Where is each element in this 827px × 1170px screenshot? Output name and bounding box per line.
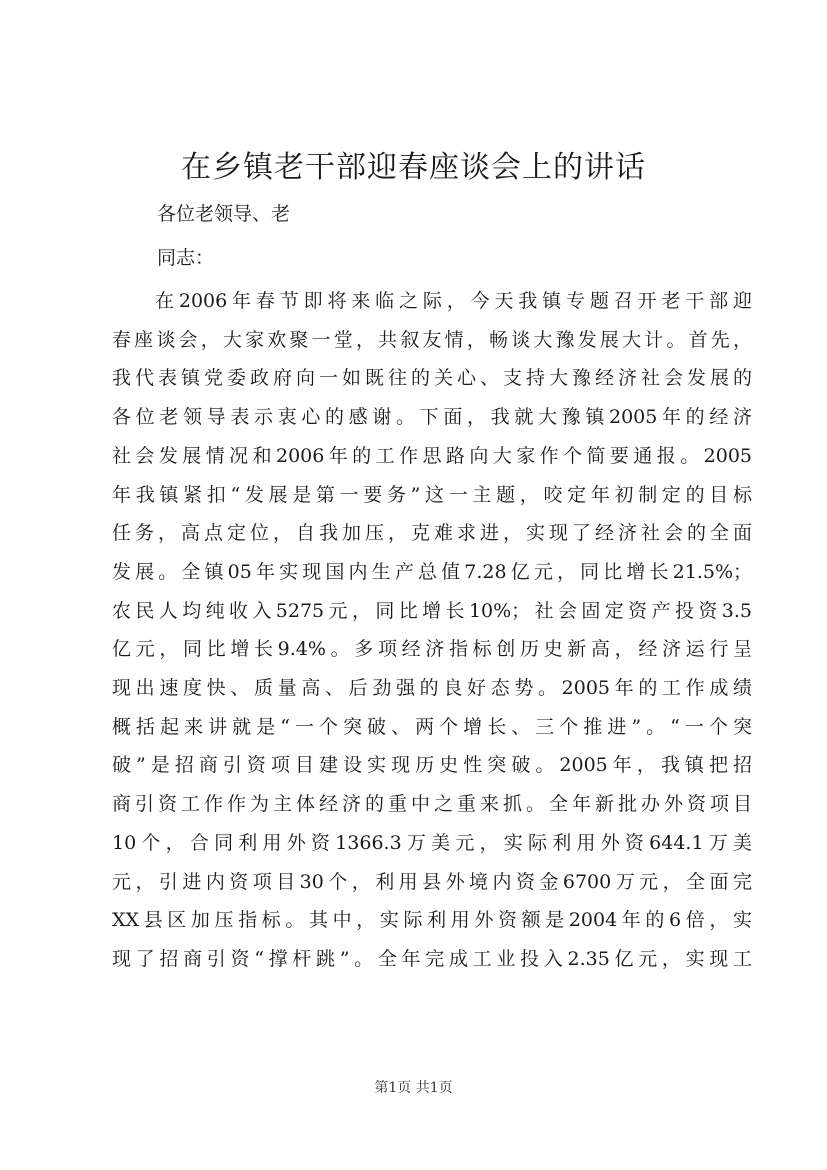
body-line: 现了招商引资“撑杆跳”。全年完成工业投入2.35亿元，实现工 — [112, 947, 752, 970]
body-line: 现出速度快、质量高、后劲强的良好态势。2005年的工作成绩 — [112, 677, 752, 700]
body-line: 年我镇紧扣“发展是第一要务”这一主题，咬定年初制定的目标 — [112, 483, 752, 506]
body-line: 破”是招商引资项目建设实现历史性突破。2005年，我镇把招 — [112, 754, 752, 777]
body-line: 元，引进内资项目30个，利用县外境内资金6700万元，全面完 — [112, 870, 752, 893]
body-line: 任务，高点定位，自我加压，克难求进，实现了经济社会的全面 — [112, 522, 752, 545]
body-line: 社会发展情况和2006年的工作思路向大家作个简要通报。2005 — [112, 444, 752, 467]
body-line: 亿元，同比增长9.4%。多项经济指标创历史新高，经济运行呈 — [112, 638, 752, 661]
body-line: 各位老领导表示衷心的感谢。下面，我就大豫镇2005年的经济 — [112, 406, 752, 429]
page-number: 第1页 共1页 — [374, 1080, 453, 1096]
document-title: 在乡镇老干部迎春座谈会上的讲话 — [181, 150, 646, 185]
body-line: 我代表镇党委政府向一如既往的关心、支持大豫经济社会发展的 — [112, 367, 752, 390]
speech-body — [112, 282, 752, 979]
body-line: 发展。全镇05年实现国内生产总值7.28亿元，同比增长21.5%； — [112, 560, 752, 583]
body-line: XX县区加压指标。其中，实际利用外资额是2004年的6倍，实 — [112, 909, 752, 932]
salutation-line-1: 各位老领导、老 — [157, 203, 291, 225]
body-line: 在2006年春节即将来临之际，今天我镇专题召开老干部迎 — [155, 290, 752, 312]
salutation-line-2: 同志： — [157, 247, 215, 269]
body-line: 商引资工作作为主体经济的重中之重来抓。全年新批办外资项目 — [112, 793, 752, 816]
body-line: 10个，合同利用外资1366.3万美元，实际利用外资644.1万美 — [112, 831, 752, 854]
body-line: 概括起来讲就是“一个突破、两个增长、三个推进”。“一个突 — [112, 715, 752, 738]
body-line: 春座谈会，大家欢聚一堂，共叙友情，畅谈大豫发展大计。首先， — [112, 328, 752, 351]
body-line: 农民人均纯收入5275元，同比增长10%；社会固定资产投资3.5 — [112, 599, 752, 622]
